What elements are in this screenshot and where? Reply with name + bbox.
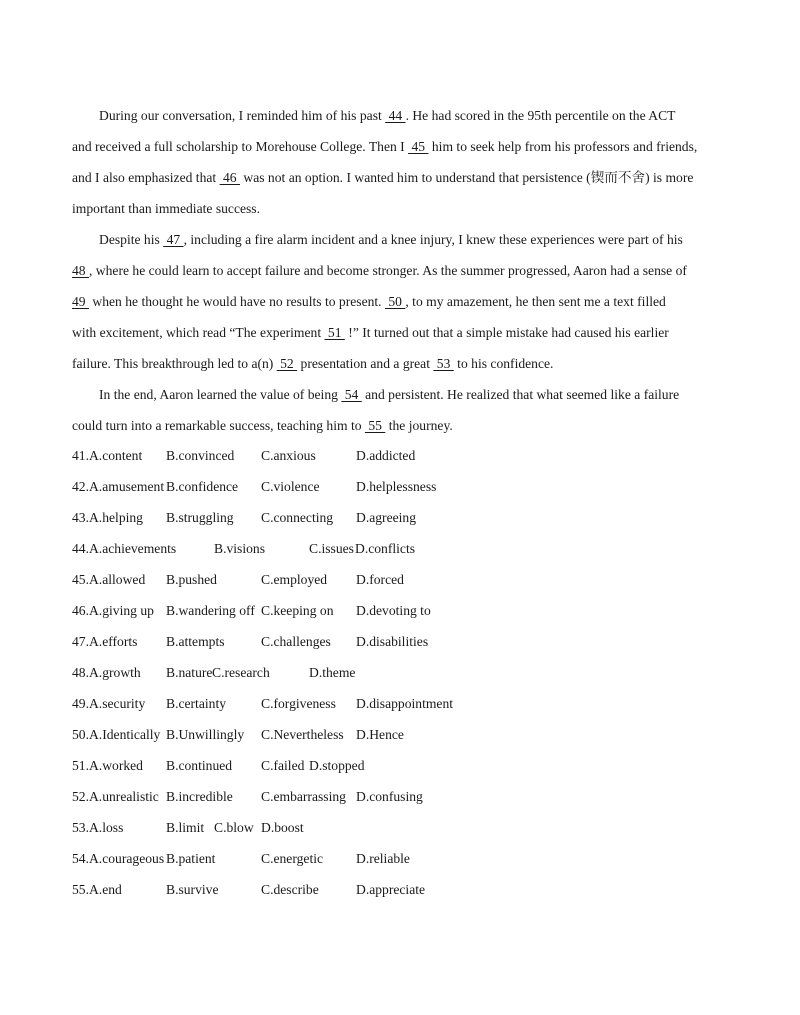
option-b: B.incredible	[166, 789, 233, 804]
paragraph-1-line-3	[72, 169, 693, 187]
option-c: C.describe	[261, 882, 319, 897]
option-d: D.theme	[309, 665, 356, 680]
option-b: B.nature	[166, 665, 213, 680]
option-a: 54.A.courageous	[72, 851, 165, 866]
option-c: C.connecting	[261, 510, 334, 525]
blank-55: 55	[364, 418, 386, 433]
option-a: 55.A.end	[72, 882, 122, 897]
option-d: D.disabilities	[356, 634, 429, 649]
option-b: B.limit	[166, 820, 205, 835]
blank-49: 49	[72, 294, 89, 309]
text: , where he could learn to accept failure and become stronger. As the summer progressed, Aaron had a sense of	[89, 263, 687, 278]
option-b: B.certainty	[166, 696, 227, 711]
text: with excitement, which read “The experiment	[72, 325, 325, 340]
blank-45: 45	[408, 139, 429, 154]
option-d: D.appreciate	[356, 882, 426, 897]
option-a: 46.A.giving up	[72, 603, 154, 618]
text: !” It turned out that a simple mistake had caused his earlier	[344, 325, 669, 340]
option-c: C.anxious	[261, 448, 316, 463]
text: . He had scored in the 95th percentile on the ACT	[405, 108, 676, 123]
text: was not an option. I wanted him to understand that persistence (锲而不舍) is more	[239, 170, 694, 185]
option-b: B.confidence	[166, 479, 239, 494]
blank-51: 51	[324, 325, 345, 340]
option-a: 44.A.achievements	[72, 541, 177, 556]
question-53	[72, 819, 632, 837]
blank-50: 50	[384, 294, 406, 309]
option-d: D.conflicts	[355, 541, 416, 556]
question-47	[72, 633, 632, 651]
paragraph-2-line-5	[72, 355, 553, 373]
option-c: C.issues	[309, 541, 354, 556]
option-a: 48.A.growth	[72, 665, 141, 680]
text: In the end, Aaron learned the value of being	[99, 387, 342, 402]
question-42	[72, 478, 632, 496]
text: and persistent. He realized that what seemed like a failure	[361, 387, 680, 402]
option-b: B.continued	[166, 758, 233, 773]
option-d: D.helplessness	[356, 479, 437, 494]
text: presentation and a great	[297, 356, 434, 371]
option-b: B.convinced	[166, 448, 235, 463]
option-a: 41.A.content	[72, 448, 143, 463]
option-c: C.forgiveness	[261, 696, 336, 711]
option-c: C.keeping on	[261, 603, 334, 618]
option-b: B.wandering off	[166, 603, 255, 618]
option-d: D.stopped	[309, 758, 365, 773]
option-b: B.struggling	[166, 510, 234, 525]
paragraph-2-line-3	[72, 293, 666, 311]
option-c: C.challenges	[261, 634, 331, 649]
text: , to my amazement, he then sent me a text filled	[405, 294, 666, 309]
option-d: D.agreeing	[356, 510, 417, 525]
question-54	[72, 850, 632, 868]
option-c: C.violence	[261, 479, 320, 494]
text: him to seek help from his professors and friends,	[428, 139, 698, 154]
option-d: D.confusing	[356, 789, 423, 804]
option-d: D.Hence	[356, 727, 404, 742]
question-52	[72, 788, 632, 806]
option-a: 47.A.efforts	[72, 634, 138, 649]
text: to his confidence.	[453, 356, 554, 371]
question-41	[72, 447, 632, 465]
option-a: 53.A.loss	[72, 820, 124, 835]
option-d: D.forced	[356, 572, 404, 587]
blank-47: 47	[163, 232, 184, 247]
blank-44: 44	[385, 108, 406, 123]
question-48	[72, 664, 632, 682]
option-c: C.research	[212, 665, 270, 680]
option-b: B.patient	[166, 851, 216, 866]
option-a: 43.A.helping	[72, 510, 143, 525]
question-43	[72, 509, 632, 527]
option-c: C.embarrassing	[261, 789, 346, 804]
text: During our conversation, I reminded him of his past	[99, 108, 386, 123]
option-c: C.blow	[214, 820, 254, 835]
question-51	[72, 757, 632, 775]
option-d: D.addicted	[356, 448, 416, 463]
paragraph-1-line-4	[72, 200, 260, 218]
blank-48: 48	[72, 263, 89, 278]
text: and I also emphasized that	[72, 170, 220, 185]
paragraph-2-line-2	[72, 262, 687, 280]
option-b: B.visions	[214, 541, 265, 556]
option-b: B.Unwillingly	[166, 727, 245, 742]
text: important than immediate success.	[72, 201, 260, 216]
paragraph-1-line-2	[72, 138, 697, 156]
question-55	[72, 881, 632, 899]
option-b: B.pushed	[166, 572, 217, 587]
text: the journey.	[385, 418, 453, 433]
question-44	[72, 540, 632, 558]
option-d: D.devoting to	[356, 603, 431, 618]
paragraph-1-line-1	[99, 107, 675, 125]
option-a: 42.A.amusement	[72, 479, 165, 494]
option-a: 49.A.security	[72, 696, 146, 711]
text: failure. This breakthrough led to a(n)	[72, 356, 277, 371]
blank-52: 52	[276, 356, 298, 371]
option-b: B.attempts	[166, 634, 225, 649]
blank-54: 54	[341, 387, 362, 402]
option-d: D.disappointment	[356, 696, 454, 711]
option-a: 50.A.Identically	[72, 727, 161, 742]
blank-53: 53	[433, 356, 454, 371]
text: when he thought he would have no results to present.	[89, 294, 385, 309]
option-b: B.survive	[166, 882, 219, 897]
question-49	[72, 695, 632, 713]
option-c: C.energetic	[261, 851, 324, 866]
option-a: 45.A.allowed	[72, 572, 146, 587]
paragraph-2-line-4	[72, 324, 669, 342]
paragraph-2-line-1	[99, 231, 683, 249]
option-c: C.Nevertheless	[261, 727, 344, 742]
option-c: C.employed	[261, 572, 328, 587]
option-a: 51.A.worked	[72, 758, 143, 773]
blank-46: 46	[219, 170, 240, 185]
option-a: 52.A.unrealistic	[72, 789, 159, 804]
text: Despite his	[99, 232, 164, 247]
question-46	[72, 602, 632, 620]
option-c: C.failed	[261, 758, 305, 773]
option-d: D.reliable	[356, 851, 410, 866]
option-d: D.boost	[261, 820, 304, 835]
paragraph-3-line-2	[72, 417, 453, 435]
question-45	[72, 571, 632, 589]
paragraph-3-line-1	[99, 386, 679, 404]
text: could turn into a remarkable success, teaching him to	[72, 418, 365, 433]
question-50	[72, 726, 632, 744]
text: , including a fire alarm incident and a knee injury, I knew these experiences were part of his	[183, 232, 683, 247]
text: and received a full scholarship to Morehouse College. Then I	[72, 139, 409, 154]
